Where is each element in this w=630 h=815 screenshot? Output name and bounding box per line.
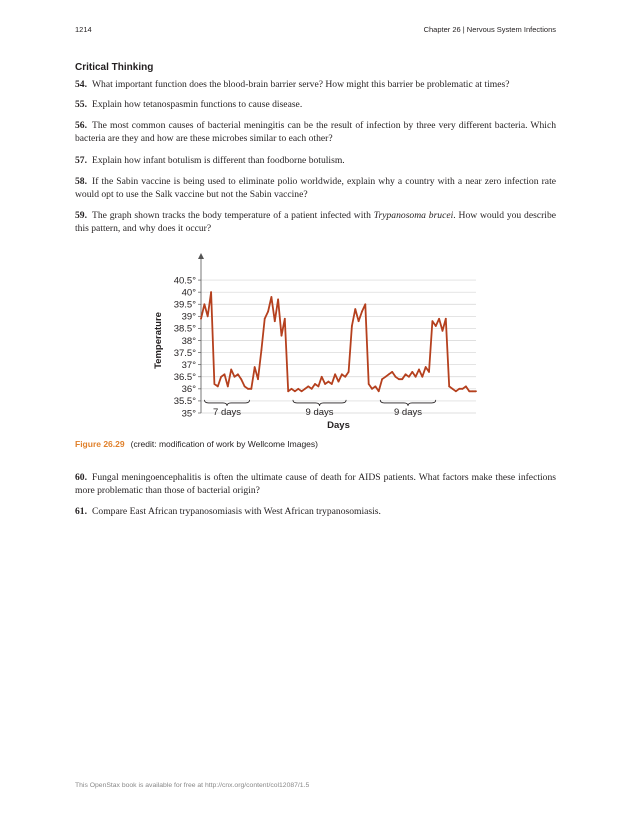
question-59: [75, 209, 556, 236]
data-point: [408, 376, 410, 378]
data-point: [401, 378, 403, 380]
y-tick-label: 37.5°: [173, 347, 196, 359]
organism-name: Trypanosoma brucei: [373, 210, 454, 221]
y-tick-label: 37°: [181, 359, 196, 371]
data-point: [328, 381, 330, 383]
data-point: [475, 390, 477, 392]
data-point: [398, 378, 400, 380]
data-point: [271, 296, 273, 298]
data-point: [304, 388, 306, 390]
section-heading: Critical Thinking: [75, 62, 154, 73]
data-point: [435, 325, 437, 327]
question-56: [75, 119, 556, 146]
y-tick-label: 39.5°: [173, 299, 196, 311]
temperature-chart: [150, 248, 490, 432]
data-point: [264, 318, 266, 320]
data-point: [385, 376, 387, 378]
data-point: [338, 381, 340, 383]
data-point: [341, 373, 343, 375]
data-point: [351, 325, 353, 327]
data-point: [210, 291, 212, 293]
data-point: [287, 390, 289, 392]
day-brackets: [204, 400, 435, 418]
data-point: [395, 376, 397, 378]
data-point: [442, 330, 444, 332]
data-point: [240, 378, 242, 380]
y-tick-label: 40.5°: [173, 275, 196, 287]
day-bracket-label: 9 days: [394, 406, 423, 418]
data-point: [348, 371, 350, 373]
data-point: [307, 386, 309, 388]
question-text: If the Sabin vaccine is being used to eliminate polio worldwide, explain why a country with a near zero infection rate would opt to use the Salk vaccine but not the Sabin vaccine?: [75, 176, 556, 201]
data-point: [281, 335, 283, 337]
data-point: [438, 318, 440, 320]
question-number: 59.: [75, 210, 87, 221]
data-point: [405, 373, 407, 375]
y-tick-label: 36.5°: [173, 372, 196, 384]
data-point: [452, 388, 454, 390]
data-point: [217, 386, 219, 388]
data-point: [458, 388, 460, 390]
data-point: [354, 308, 356, 310]
y-axis-arrow: [198, 253, 204, 259]
data-point: [247, 388, 249, 390]
data-point: [334, 373, 336, 375]
data-point: [214, 383, 216, 385]
data-point: [432, 320, 434, 322]
question-text: Explain how tetanospasmin functions to cause disease.: [92, 99, 303, 110]
data-point: [378, 390, 380, 392]
data-point: [297, 388, 299, 390]
data-point: [371, 388, 373, 390]
question-number: 57.: [75, 155, 87, 166]
footer-availability-note: This OpenStax book is available for free at http://cnx.org/content/col12087/1.5: [75, 782, 310, 789]
question-61: [75, 505, 556, 518]
question-number: 58.: [75, 176, 87, 187]
data-point: [260, 349, 262, 351]
question-text: Compare East African trypanosomiasis with West African trypanosomiasis.: [92, 506, 381, 517]
data-point: [455, 390, 457, 392]
chart-grid: [201, 280, 476, 413]
question-57: [75, 154, 556, 167]
data-point: [415, 376, 417, 378]
day-bracket-label: 9 days: [305, 406, 334, 418]
data-point: [291, 388, 293, 390]
data-point: [321, 376, 323, 378]
question-text: Fungal meningoencephalitis is often the ultimate cause of death for AIDS patients. What factors make these infections more problematic than those of bacterial origin?: [75, 472, 556, 497]
data-point: [324, 383, 326, 385]
data-point: [200, 318, 202, 320]
data-point: [361, 311, 363, 313]
question-60: [75, 471, 556, 498]
question-54: [75, 78, 556, 91]
data-point: [311, 388, 313, 390]
data-point: [244, 386, 246, 388]
question-text: Explain how infant botulism is different than foodborne botulism.: [92, 155, 345, 166]
data-point: [358, 320, 360, 322]
x-axis-label: Days: [327, 420, 350, 431]
page-number: 1214: [75, 25, 92, 34]
data-point: [425, 366, 427, 368]
data-point: [421, 376, 423, 378]
chapter-title: Chapter 26 | Nervous System Infections: [423, 25, 556, 34]
data-point: [274, 320, 276, 322]
data-point: [468, 390, 470, 392]
data-point: [207, 315, 209, 317]
data-point: [227, 386, 229, 388]
y-tick-label: 36°: [181, 384, 196, 396]
data-point: [224, 373, 226, 375]
y-axis-label: Temperature: [153, 312, 164, 369]
data-point: [462, 388, 464, 390]
y-tick-label: 35.5°: [173, 396, 196, 408]
y-tick-label: 38.5°: [173, 323, 196, 335]
data-point: [445, 318, 447, 320]
day-bracket-label: 7 days: [213, 406, 242, 418]
data-point: [364, 303, 366, 305]
y-tick-label: 39°: [181, 311, 196, 323]
figure-credit: (credit: modification of work by Wellcome Images): [130, 439, 318, 449]
data-point: [277, 299, 279, 301]
data-point: [388, 373, 390, 375]
figure-label: Figure 26.29: [75, 439, 125, 449]
data-point: [257, 378, 259, 380]
data-point: [234, 376, 236, 378]
data-point: [284, 318, 286, 320]
data-point: [317, 386, 319, 388]
data-point: [374, 386, 376, 388]
figure-caption: [75, 439, 318, 449]
data-point: [237, 373, 239, 375]
data-point: [314, 383, 316, 385]
data-point: [250, 388, 252, 390]
data-point: [331, 383, 333, 385]
question-number: 54.: [75, 79, 87, 90]
data-point: [472, 390, 474, 392]
question-text-end: . How would you describe this pattern, and why does it occur?: [75, 210, 557, 235]
data-point: [465, 386, 467, 388]
y-tick-label: 38°: [181, 335, 196, 347]
question-text-start: The graph shown tracks the body temperature of a patient infected with: [92, 210, 374, 221]
question-58: [75, 175, 556, 202]
question-text: The most common causes of bacterial meningitis can be the result of infection by three very different bacteria. Which bacteria are they and how are these microbes similar to each other?: [75, 120, 556, 145]
question-text: What important function does the blood-brain barrier serve? How might this barrier be problematic at times?: [92, 79, 510, 90]
y-tick-label: 40°: [181, 287, 196, 299]
data-point: [203, 303, 205, 305]
data-point: [448, 386, 450, 388]
question-number: 56.: [75, 120, 87, 131]
data-point: [368, 383, 370, 385]
data-point: [411, 371, 413, 373]
data-point: [428, 371, 430, 373]
data-point: [391, 371, 393, 373]
y-tick-label: 35°: [181, 408, 196, 420]
y-axis-ticks: [174, 275, 201, 419]
data-point: [230, 369, 232, 371]
data-point: [344, 376, 346, 378]
data-point: [254, 366, 256, 368]
data-point: [294, 390, 296, 392]
question-number: 60.: [75, 472, 87, 483]
data-point: [301, 390, 303, 392]
data-point: [418, 369, 420, 371]
data-point: [267, 311, 269, 313]
data-point: [220, 376, 222, 378]
question-number: 55.: [75, 99, 87, 110]
data-point: [381, 378, 383, 380]
question-55: [75, 98, 556, 111]
question-number: 61.: [75, 506, 87, 517]
